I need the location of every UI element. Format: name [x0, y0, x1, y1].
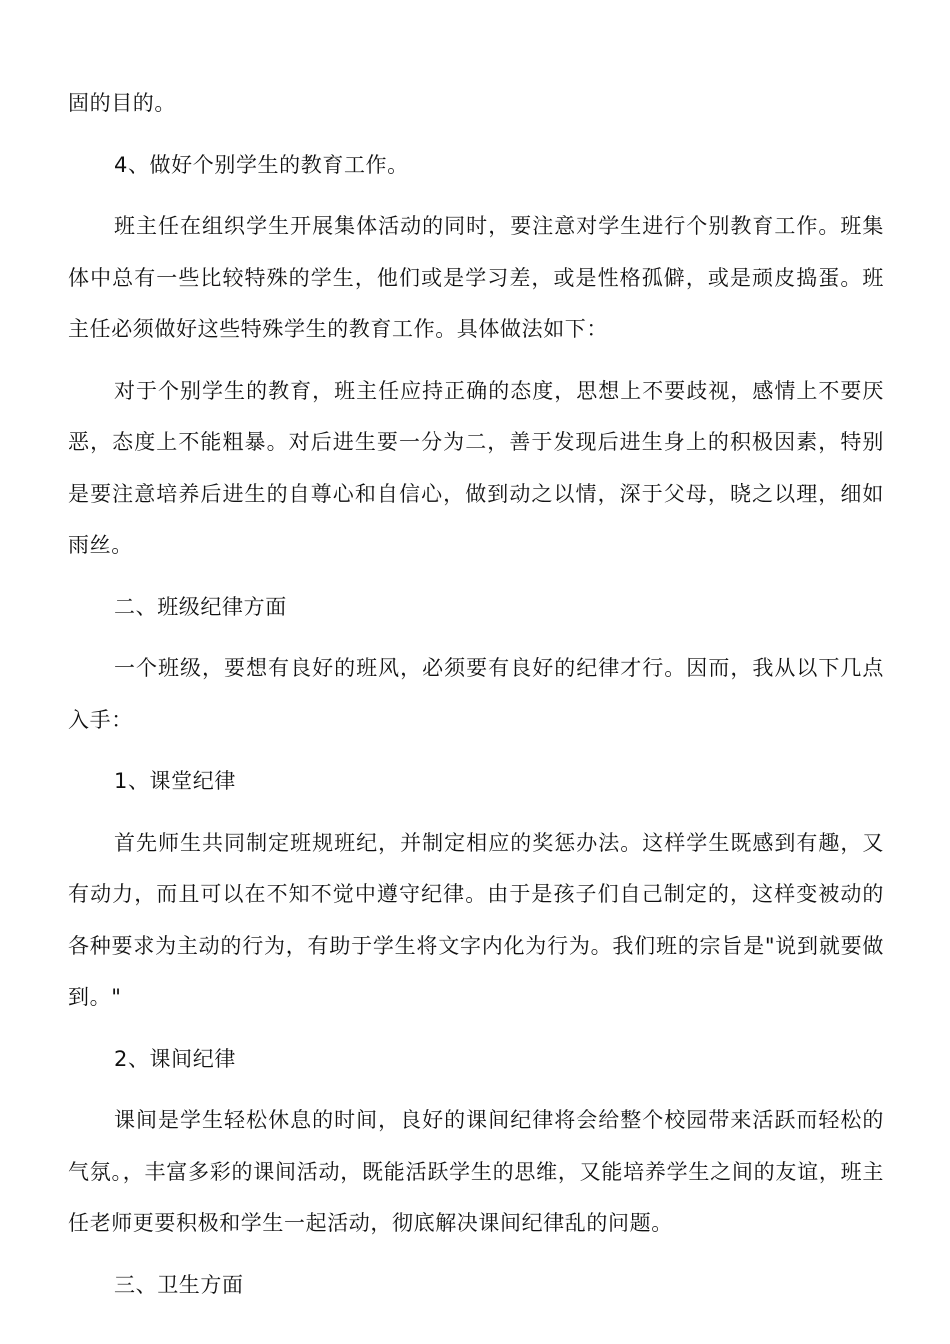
paragraph: 一个班级，要想有良好的班风，必须要有良好的纪律才行。因而，我从以下几点入手：	[68, 656, 884, 732]
paragraph: 课间是学生轻松休息的时间，良好的课间纪律将会给整个校园带来活跃而轻松的气氛。，丰富多彩的课间活动，既能活跃学生的思维，又能培养学生之间的友谊，班主任老师更要积极和学生一起活动，彻底解决课间纪律乱的问题。	[68, 1108, 884, 1235]
paragraph: 班主任在组织学生开展集体活动的同时，要注意对学生进行个别教育工作。班集体中总有一些比较特殊的学生，他们或是学习差，或是性格孤僻，或是顽皮捣蛋。班主任必须做好这些特殊学生的教育工作。具体做法如下：	[68, 214, 884, 341]
paragraph-continuation: 固的目的。	[68, 91, 176, 115]
paragraph: 首先师生共同制定班规班纪，并制定相应的奖惩办法。这样学生既感到有趣，又有动力，而且可以在不知不觉中遵守纪律。由于是孩子们自己制定的，这样变被动的各种要求为主动的行为，有助于学生将文字内化为行为。我们班的宗旨是"说到就要做到。"	[68, 830, 884, 1009]
section-heading-class-discipline: 二、班级纪律方面	[114, 594, 287, 619]
section-heading-hygiene: 三、卫生方面	[114, 1272, 244, 1297]
paragraph: 对于个别学生的教育，班主任应持正确的态度，思想上不要歧视，感情上不要厌恶，态度上不能粗暴。对后进生要一分为二，善于发现后进生身上的积极因素，特别是要注意培养后进生的自尊心和自信心，做到动之以情，深于父母，晓之以理，细如雨丝。	[68, 378, 884, 557]
section-heading-individual-education: 4、做好个别学生的教育工作。	[114, 152, 409, 177]
section-heading-classroom-discipline: 1、课堂纪律	[114, 769, 236, 793]
section-heading-recess-discipline: 2、课间纪律	[114, 1046, 236, 1071]
